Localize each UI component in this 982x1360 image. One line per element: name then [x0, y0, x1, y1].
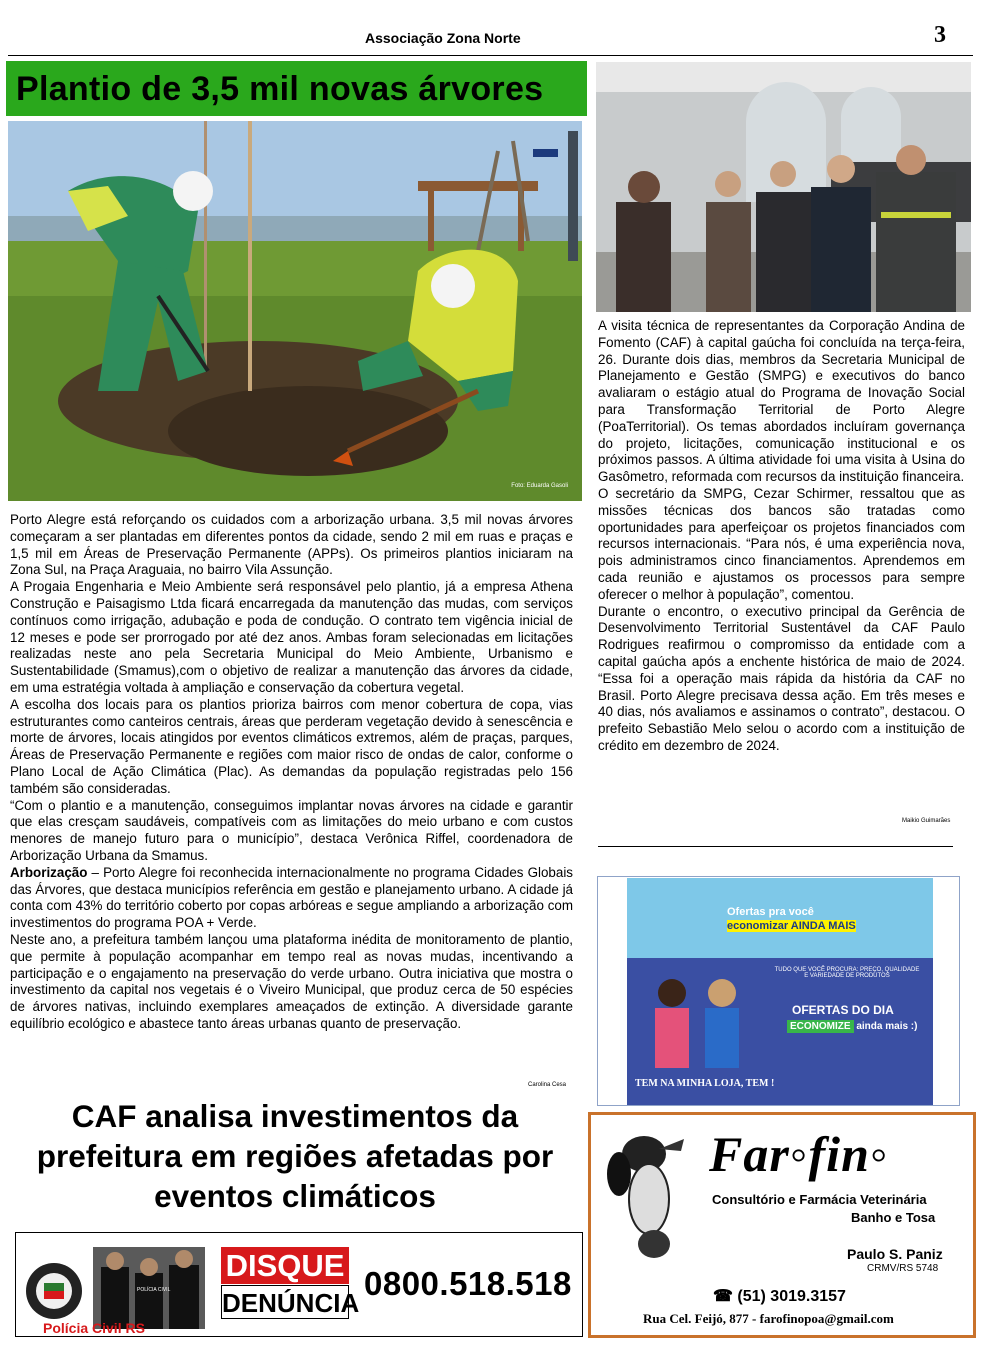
ad-store-slogan: TEM NA MINHA LOJA, TEM !: [635, 1078, 775, 1089]
page-number: 3: [934, 22, 946, 48]
paragraph: Durante o encontro, o executivo principal da Gerência de Desenvolvimento Territorial Sustentável da CAF Paulo Rodrigues reafirmou o compromisso da entidade com a capital gaúcha após a enchente histórica de maio de 2024. “Essa foi a operação mais rápida da história da CAF no Brasil. Porto Alegre precisava dessa ação. Em três meses e 40 dias, nós avaliamos e assinamos o contrato”, destacou. O prefeito Sebastião Melo selou o acordo com a instituição de crédito em dezembro de 2024.: [598, 603, 965, 753]
ad-offer-line2: [727, 920, 856, 932]
farofino-logo: Far◦fin◦: [709, 1126, 889, 1182]
paragraph: A escolha dos locais para os plantios prioriza bairros com menor cobertura de copa, vias estruturantes como canteiros centrais, áreas que perderam vegetação devido à senescência e morte de árvores, locais atingidos por eventos climáticos extremos, além de praças, parques, Áreas de Preservação Permanente e regiões com maior risco de ondas de calor, conforme o Plano Local de Ação Climática (Plac). As demandas da população registradas pelo 156 também são consideradas.: [10, 696, 573, 796]
vet-name: Paulo S. Paniz: [847, 1246, 943, 1262]
caf-visit-illustration: [596, 62, 971, 312]
police-officers-photo: [93, 1247, 205, 1329]
clinic-service-2: Banho e Tosa: [851, 1210, 936, 1225]
tree-planting-illustration: [8, 121, 582, 501]
arborizacao-text: – Porto Alegre foi reconhecida internacionalmente no programa Cidades Globais das Árvores, que destaca municípios referência em gestão e planejamento urbano. A cidade já conta com 43% do território coberto por copas arbóreas e segue ampliando a arborização com investimentos do programa POA + Verde.: [10, 864, 573, 931]
clinic-phone[interactable]: [713, 1286, 846, 1306]
ad-offer-highlight: AINDA MAIS: [790, 920, 856, 932]
phone-icon: ☎: [713, 1288, 733, 1305]
vest-lettering: POLÍCIA CIVIL: [137, 1287, 171, 1293]
headline-banner: [6, 61, 587, 116]
farofino-ad[interactable]: [588, 1112, 976, 1338]
ad-banner-top: [627, 878, 933, 958]
police-ad[interactable]: [15, 1232, 583, 1337]
paragraph: [10, 865, 573, 932]
ad-tagline: TUDO QUE VOCÊ PROCURA: PREÇO, QUALIDADE E VARIEDADE DE PRODUTOS: [774, 967, 920, 979]
ad-models-illustration: [637, 973, 757, 1073]
vet-registration: CRMV/RS 5748: [867, 1263, 939, 1274]
paragraph: “Com o plantio e a manutenção, conseguimos implantar novas árvores na cidade e garantir que elas cresçam saudáveis, compatíveis com as limitações do meio urbano e com custos menores de manejo futuro para o município”, destaca Verônica Riffel, coordenadora de Arborização Urbana da Smamus.: [10, 797, 573, 863]
disque-label: DISQUE: [221, 1247, 349, 1284]
tree-photo-credit: Foto: Eduarda Gasoli: [511, 483, 568, 489]
paragraph: Porto Alegre está reforçando os cuidados com a arborização urbana. 3,5 mil novas árvores começaram a ser plantadas em diferentes pontos da cidade, sendo 2 mil em ruas e praças e 1,5 mil em Áreas de Preservação Permanente (APPs). Os primeiros plantios iniciaram na Zona Sul, na Praça Araguaia, no bairro Vila Assunção.: [10, 512, 573, 578]
ad-economize: [787, 1021, 917, 1032]
caf-headline: CAF analisa investimentos da prefeitura em regiões afetadas por eventos climáticos: [36, 1098, 554, 1214]
clinic-service-1: Consultório e Farmácia Veterinária: [712, 1192, 927, 1207]
ad-daily-offers: OFERTAS DO DIA: [792, 1003, 894, 1017]
hotline-number[interactable]: 0800.518.518: [364, 1265, 572, 1302]
ad-economize-badge: ECONOMIZE: [787, 1020, 854, 1033]
caf-visit-photo: [596, 62, 971, 312]
ad-economize-rest: ainda mais :): [853, 1021, 918, 1032]
supermarket-ad[interactable]: [597, 876, 960, 1106]
main-author-credit: Carolina Cesa: [528, 1082, 567, 1088]
ad-offer-line2-prefix: economizar: [727, 920, 791, 932]
disque-denuncia-logo: [221, 1247, 360, 1319]
dog-mascot-icon: [599, 1129, 694, 1264]
caf-article-body: [598, 318, 965, 755]
clinic-phone-number: (51) 3019.3157: [737, 1288, 846, 1305]
paragraph: A visita técnica de representantes da Corporação Andina de Fomento (CAF) à capital gaúcha foi concluída na terça-feira, 26. Durante dois dias, membros da Secretaria Municipal de Planejamento e Gestão (SMPG) e executivos do banco avaliaram o estágio atual do Programa de Inovação Social para Transformação Territorial de Porto Alegre (PoaTerritorial). Os temas abordados incluíram governança do projeto, licitações, comunicação institucional e os próximos passos. A última atividade foi uma visita à Usina do Gasômetro, reformada com recursos da instituição financeira.: [598, 318, 965, 485]
clinic-address: Rua Cel. Feijó, 877 - farofinopoa@gmail.com: [643, 1311, 894, 1326]
ad-offer-line1: Ofertas pra você: [727, 906, 814, 918]
paragraph: O secretário da SMPG, Cezar Schirmer, ressaltou que as missões técnicas dos bancos são tratadas como oportunidades para aperfeiçoar os projetos financiados com recursos internacionais. “Para nós, é uma experiência nova, pois administramos cinco financiamentos. Aprendemos em cada reunião e ajustamos os processos para sempre oferecer o melhor à população”, comentou.: [598, 485, 965, 602]
police-label: Polícia Civil RS: [43, 1320, 145, 1336]
tree-planting-photo: [8, 121, 582, 501]
main-article-body: [10, 512, 573, 1033]
paragraph: Neste ano, a prefeitura também lançou uma plataforma inédita de monitoramento de plantio, que permite à população acompanhar em tempo real as novas mudas, incentivando a participação e o engajamento na preservação do verde urbano. Outra iniciativa que mostra o investimento da capital nos vegetais é o Viveiro Municipal, que produz cerca de 50 espécies de árvores nativas, incluindo exemplares ameaçados de extinção. A diversidade garante equilíbrio ecológico e abastece tanto áreas urbanas quanto de preservação.: [10, 931, 573, 1031]
police-badge-icon: [24, 1261, 84, 1321]
supermarket-ad-artwork: [627, 878, 933, 1105]
main-headline: Plantio de 3,5 mil novas árvores: [16, 70, 544, 108]
denuncia-label: DENÚNCIA: [221, 1285, 349, 1319]
paragraph: A Progaia Engenharia e Meio Ambiente será responsável pelo plantio, já a empresa Athena Construção e Paisagismo Ltda ficará encarregada da manutenção das mudas, com serviços contínuos como irrigação, adubação e poda de condução. O contrato tem vigência inicial de 12 meses e pode ser prorrogado por até dez anos. Ambas foram selecionadas em licitações realizadas neste ano pela Secretaria Municipal do Meio Ambiente, Urbanismo e Sustentabilidade (Smamus),com o objetivo de realizar a manutenção das árvores da cidade, em uma estratégia voltada à ampliação e conservação da cobertura vegetal.: [10, 579, 573, 695]
arborizacao-label: Arborização: [10, 864, 88, 880]
column-rule: [598, 846, 953, 847]
header-rule: [8, 55, 973, 56]
newsletter-title: Associação Zona Norte: [365, 30, 521, 46]
caf-author-credit: Maikio Guimarães: [902, 818, 951, 824]
